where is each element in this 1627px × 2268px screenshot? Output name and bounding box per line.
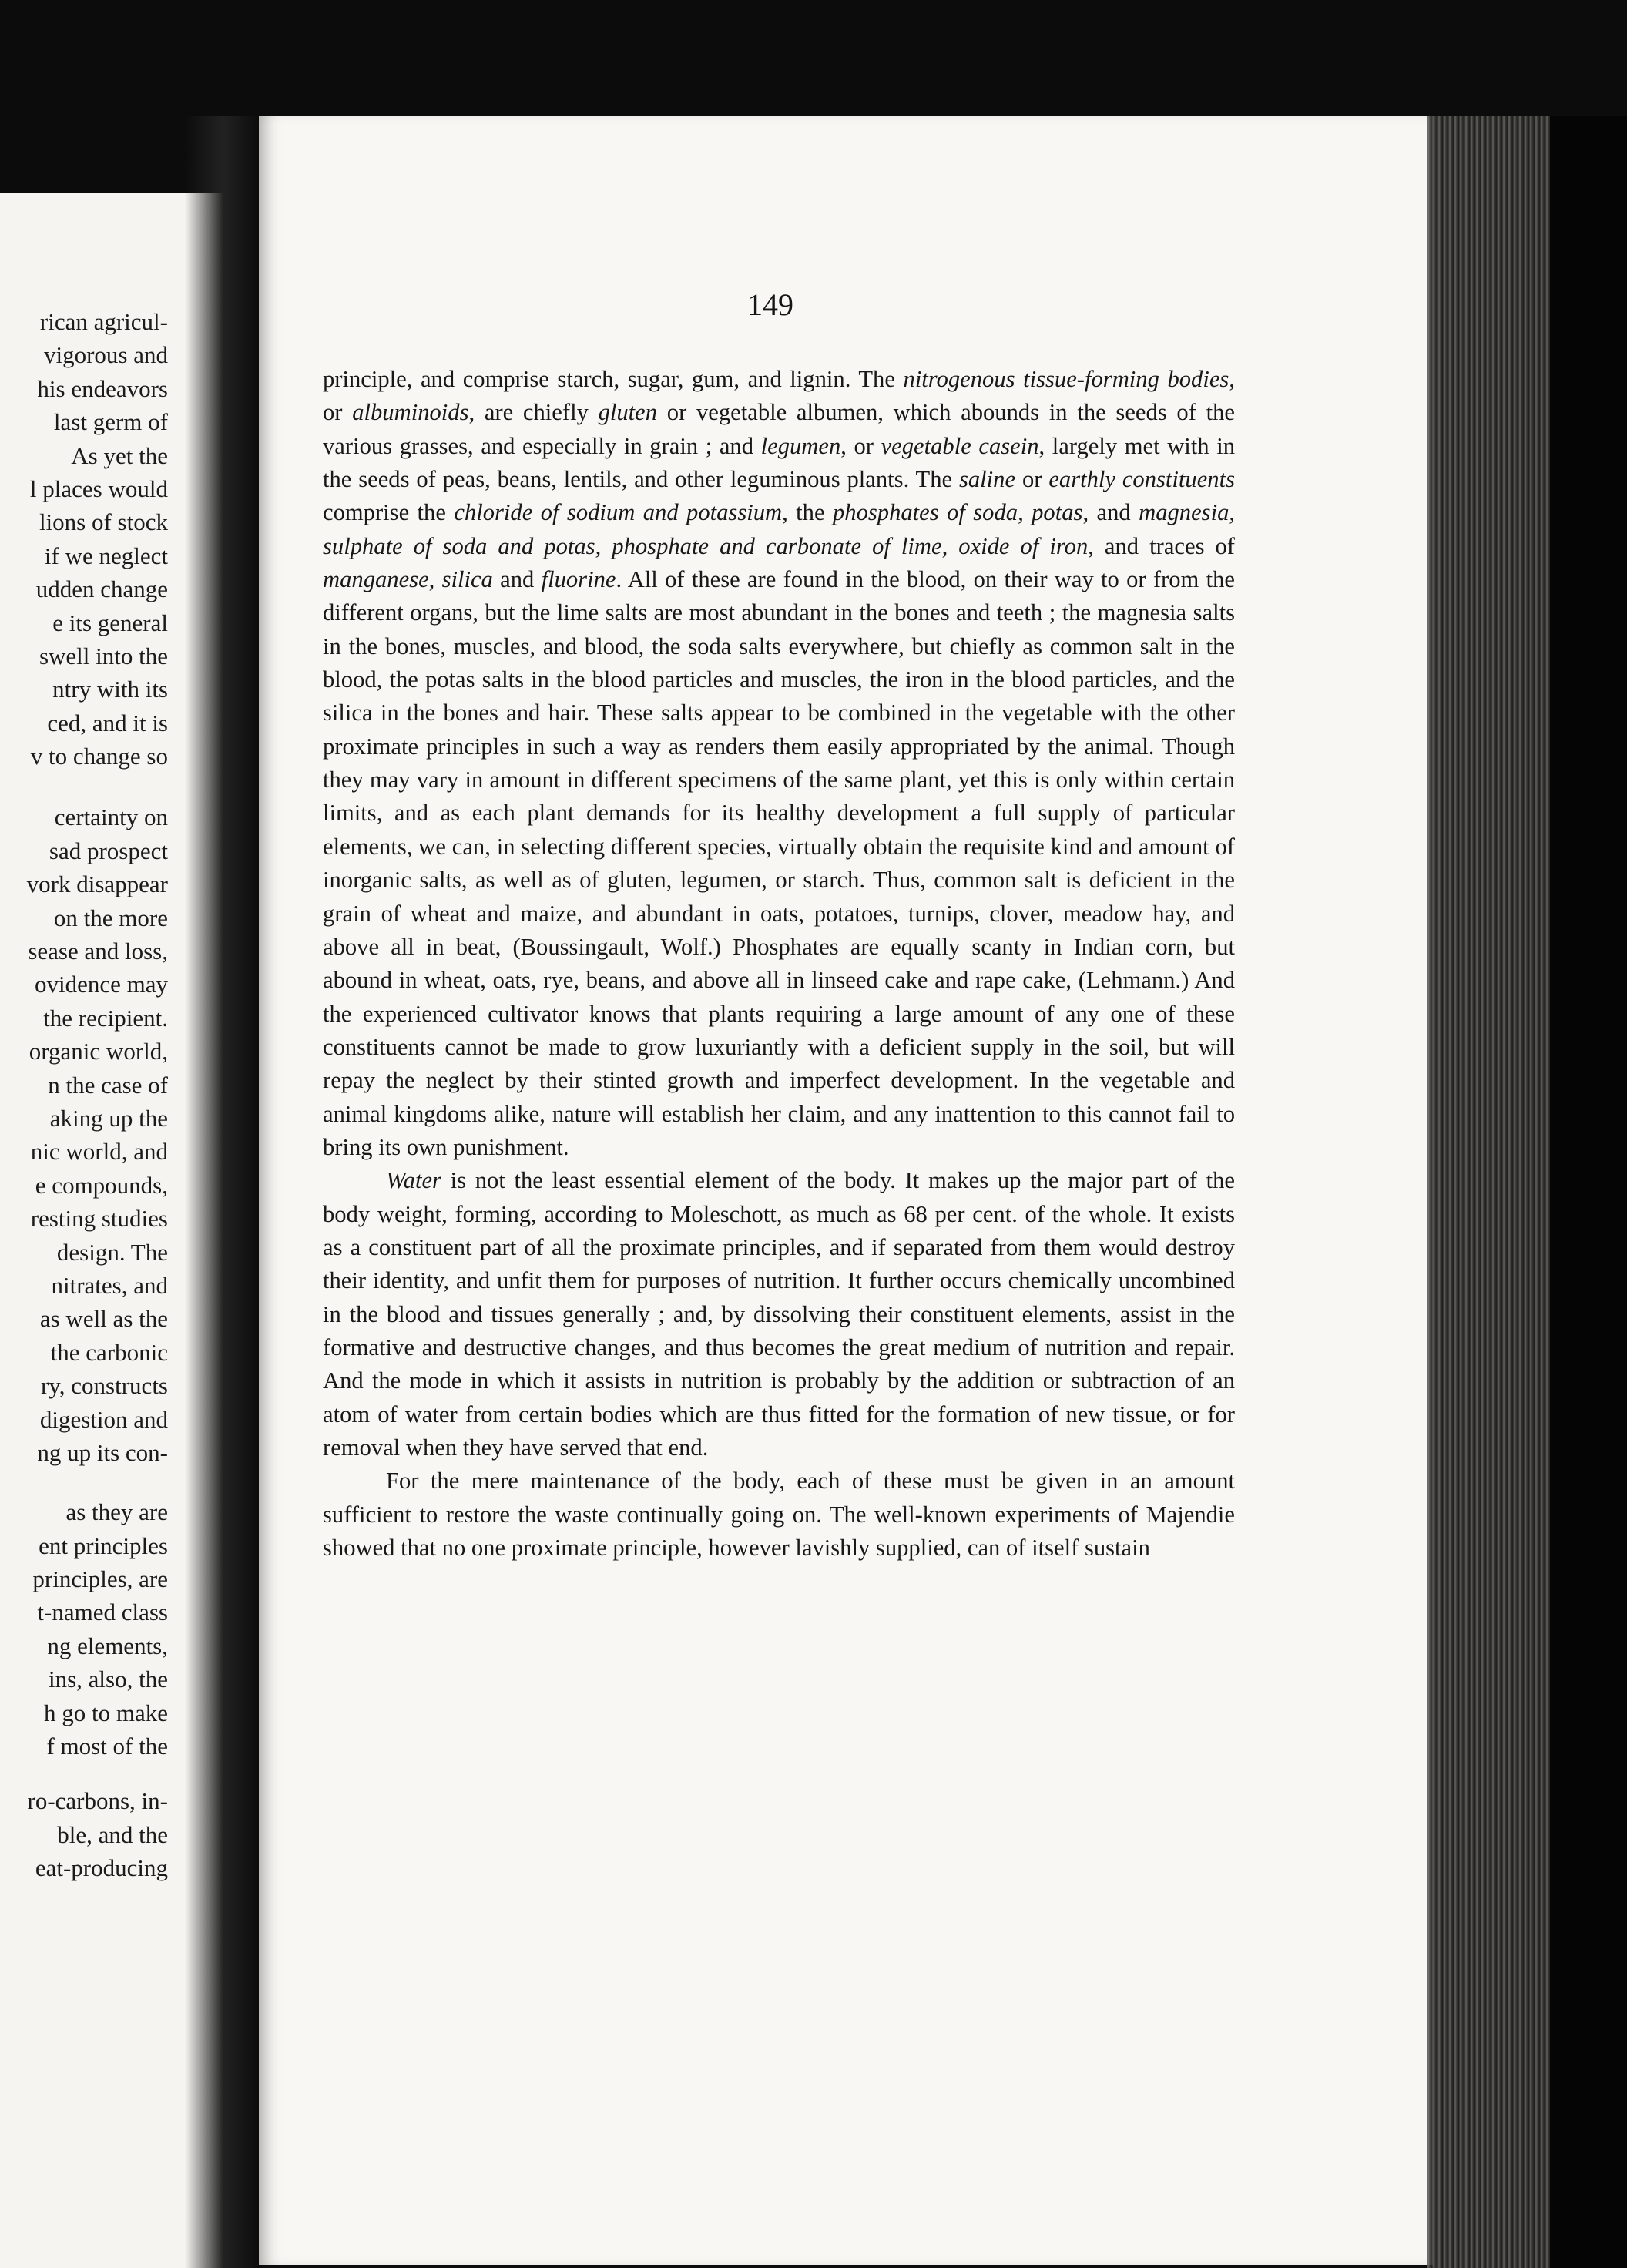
- facing-line: swell into the: [39, 642, 168, 669]
- facing-line: as well as the: [39, 1305, 168, 1333]
- facing-line: v to change so: [30, 743, 168, 770]
- italic-term: magnesia, sulphate of soda and potas, phosphate and carbonate of lime, oxide of iron: [323, 499, 1236, 559]
- text-run: , and: [1082, 499, 1139, 526]
- page-number: 149: [747, 287, 793, 322]
- facing-line: vigorous and: [43, 341, 168, 369]
- facing-line: on the more: [53, 904, 168, 931]
- italic-term: manganese, silica: [323, 566, 493, 593]
- text-run: , the: [782, 499, 833, 526]
- italic-term: albuminoids: [352, 399, 469, 426]
- facing-line: nitrates, and: [51, 1271, 168, 1299]
- text-run: , or: [323, 366, 1235, 426]
- facing-line: e compounds,: [35, 1171, 168, 1199]
- facing-line: last germ of: [53, 408, 168, 436]
- text-run: , are chiefly: [468, 399, 599, 426]
- facing-page-text: [0, 305, 168, 1885]
- facing-line: aking up the: [49, 1104, 168, 1132]
- italic-term: vegetable casein: [881, 432, 1039, 459]
- page-body: [323, 363, 1235, 1565]
- paragraph-nutrients: [323, 363, 1235, 1164]
- facing-line: the carbonic: [50, 1338, 168, 1366]
- facing-line: n the case of: [48, 1071, 168, 1099]
- facing-line: As yet the: [71, 441, 168, 469]
- facing-line: ro-carbons, in-: [27, 1787, 168, 1815]
- facing-line: ins, also, the: [49, 1666, 168, 1693]
- text-run: or vegetable albumen, which abounds in the seeds of the various grasses, and especially in grain ; and: [323, 399, 1235, 459]
- facing-line: ng up its con-: [37, 1438, 168, 1466]
- italic-term: saline: [958, 466, 1016, 493]
- facing-line: ble, and the: [57, 1820, 168, 1848]
- facing-line: vork disappear: [26, 871, 168, 898]
- facing-line: sease and loss,: [28, 938, 168, 965]
- facing-line: e its general: [52, 609, 168, 636]
- paragraph-water: [323, 1164, 1235, 1464]
- facing-line: resting studies: [30, 1205, 168, 1233]
- facing-line: digestion and: [39, 1405, 168, 1433]
- facing-line: ent principles: [39, 1532, 168, 1559]
- facing-line: rican agricul-: [39, 308, 168, 335]
- text-run: . All of these are found in the blood, on their way to or from the different organs, but the lime salts are most abundant in the bones and teeth ; the magnesia salts in the bones, muscles, and blood, the soda salts everywhere, but chiefly as common salt in the blood, the potas salts in the blood particles and muscles, the iron in the blood particles, and the silica in the bones and hair. These salts appear to be combined in the vegetable with the other proximate principles in such a way as renders them easily appropriated by the animal. Though they may vary in amount in different specimens of the same plant, yet this is only within certain limits, and as each plant demands for its healthy development a full supply of particular elements, we can, in selecting different species, virtually obtain the requisite kind and amount of inorganic salts, as well as of gluten, legumen, or starch. Thus, common salt is deficient in the grain of wheat and maize, and abundant in oats, potatoes, turnips, clover, meadow hay, and above all in beat, (Boussingault, Wolf.) Phosphates are equally scanty in Indian corn, but abound in wheat, oats, rye, beans, and above all in linseed cake and rape cake, (Lehmann.) And the experienced cultivator knows that plants requiring a large amount of any one of these constituents cannot be made to grow luxuriantly with a deficient supply in the soil, but will repay the neglect by their stinted growth and imperfect development. In the vegetable and animal kingdoms alike, nature will establish her claim, and any inattention to this cannot fail to bring its own punishment.: [323, 566, 1235, 1160]
- text-run: , largely met with in the seeds of peas, beans, lentils, and other leguminous plants. The: [323, 432, 1235, 493]
- facing-line: ntry with its: [52, 676, 168, 703]
- italic-term: Water: [386, 1167, 441, 1194]
- facing-line: design. The: [56, 1238, 168, 1266]
- facing-line: ng elements,: [47, 1632, 168, 1659]
- text-run: comprise the: [323, 499, 455, 526]
- italic-term: earthly constituents: [1048, 466, 1235, 493]
- text-run: , and traces of: [1088, 532, 1235, 559]
- facing-line: f most of the: [46, 1733, 168, 1760]
- text-run: and: [492, 566, 542, 593]
- italic-term: nitrogenous tissue-forming bodies: [903, 366, 1229, 392]
- italic-term: chloride of sodium and potassium: [454, 499, 783, 526]
- facing-line: certainty on: [54, 804, 168, 831]
- facing-line: organic world,: [29, 1038, 168, 1065]
- facing-line: udden change: [35, 575, 168, 603]
- facing-line: the recipient.: [43, 1004, 168, 1032]
- facing-line: principles, are: [32, 1565, 168, 1593]
- facing-line: ovidence may: [34, 971, 168, 998]
- facing-line: as they are: [65, 1498, 168, 1526]
- facing-line: if we neglect: [44, 542, 168, 569]
- facing-line: lions of stock: [39, 508, 168, 536]
- italic-term: legumen: [760, 432, 841, 459]
- scan-background: [1550, 116, 1627, 2268]
- facing-line: sad prospect: [49, 837, 168, 864]
- facing-line: eat-producing: [35, 1854, 168, 1882]
- facing-line: t-named class: [37, 1599, 168, 1626]
- facing-line: nic world, and: [30, 1138, 168, 1166]
- text-run: is not the least essential element of the body. It makes up the major part of the body weight, forming, according to Moleschott, as much as 68 per cent. of the whole. It exists as a constituent part of all the proximate principles, and if separated from them would destroy their identity, and unfit them for purposes of nutrition. It further occurs chemically uncombined in the blood and tissues generally ; and, by dissolving their constituent elements, assist in the formative and destructive changes, and thus becomes the great medium of nutrition and repair. And the mode in which it assists in nutrition is probably by the addition or subtraction of an atom of water from certain bodies which are thus fitted for the formation of new tissue, or for removal when they have served that end.: [323, 1167, 1235, 1461]
- page-edge-stack: [1427, 116, 1550, 2268]
- facing-line: ced, and it is: [47, 709, 168, 736]
- paragraph-maintenance: [323, 1464, 1235, 1565]
- text-run: or: [1015, 466, 1049, 493]
- text-run: principle, and comprise starch, sugar, gum, and lignin. The: [323, 366, 904, 392]
- book-gutter-shadow: [185, 116, 262, 2268]
- text-run: For the mere maintenance of the body, each of these must be given in an amount sufficient to restore the waste continually going on. The well-known experiments of Majendie showed that no one proximate principle, however lavishly supplied, can of itself sustain: [323, 1468, 1235, 1562]
- facing-line: ry, constructs: [40, 1372, 168, 1400]
- facing-line: l places would: [29, 475, 168, 502]
- facing-line: his endeavors: [37, 374, 168, 402]
- italic-term: fluorine: [541, 566, 616, 593]
- text-run: , or: [840, 432, 881, 459]
- facing-line: h go to make: [44, 1699, 168, 1726]
- italic-term: phosphates of soda, potas: [832, 499, 1083, 526]
- italic-term: gluten: [598, 399, 658, 426]
